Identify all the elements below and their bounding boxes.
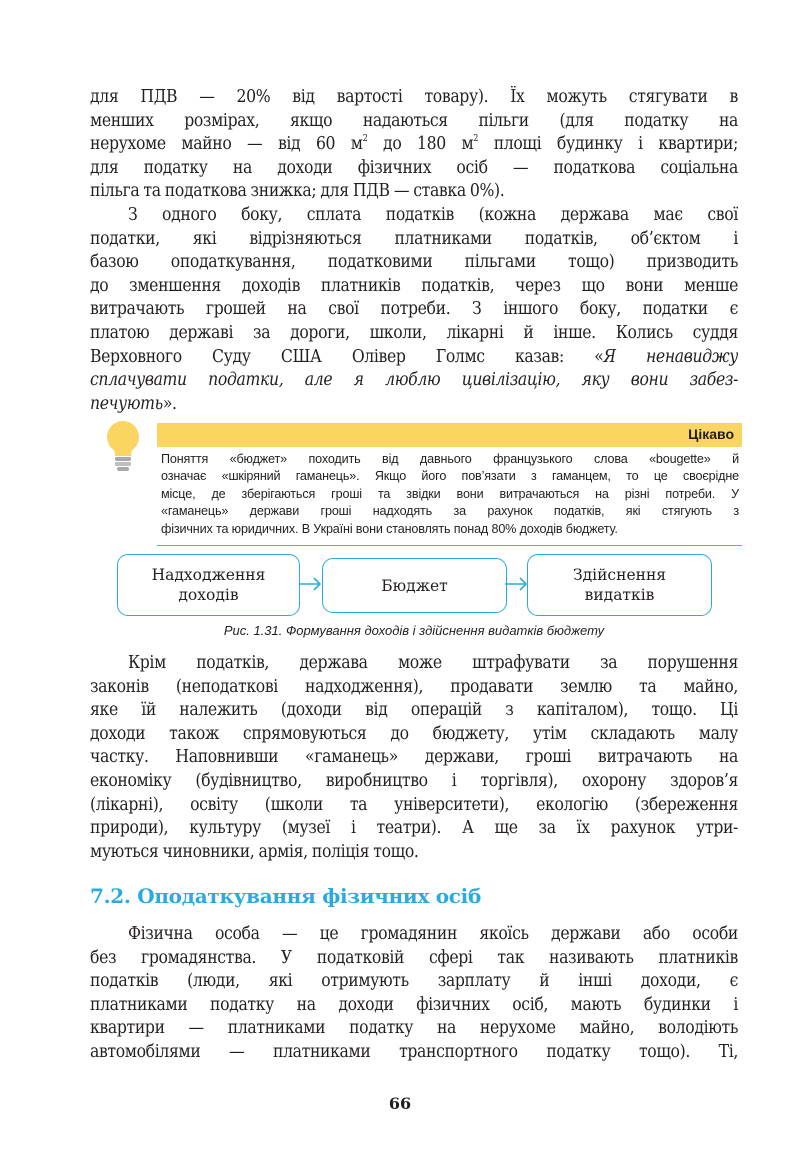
diagram-box-label: доходів [178, 586, 239, 604]
text-line: менших розмірах, якщо надаються пільги (для податку на [90, 110, 738, 131]
paragraph-non-tax-revenues [90, 652, 738, 864]
text-line: податки, які відрізняються платниками податків, об’єктом і [90, 228, 738, 249]
text-line [90, 346, 738, 370]
text-line: до зменшення доходів платників податків, через що вони менше [90, 275, 738, 296]
text-line: яке їй належить (доходи від операцій з капіталом), тощо. Ці [90, 700, 738, 721]
text-line: базою оподаткування, податковими пільгами тощо) призводить [90, 252, 738, 273]
text-fragment: нерухоме майно — від 60 м [90, 134, 363, 155]
text-line: для ПДВ — 20% від вартості товару). Їх можуть стягувати в [90, 87, 738, 107]
text-line [90, 393, 738, 417]
page-number: 66 [388, 1094, 412, 1113]
text-fragment: Верховного Суду США Олівер Голмс казав: « [90, 346, 604, 367]
text-line: природи), культуру (музеї і театри). А ще за їх рахунок утри- [90, 818, 738, 839]
paragraph-individuals [90, 923, 738, 1065]
text-line: (лікарні), освіту (школи та університети), екологію (збереження [90, 794, 738, 815]
text-fragment: ». [162, 393, 177, 414]
arrow-right-icon [299, 574, 323, 594]
superscript: 2 [362, 134, 368, 145]
text-fragment: до 180 м [367, 134, 474, 155]
callout-line: місце, де зберігаються гроші та звідки вони витрачаються на різні потреби. У [161, 486, 739, 501]
lightbulb-icon [105, 420, 145, 476]
text-line: З одного боку, сплата податків (кожна держава має свої [128, 205, 738, 225]
text-line: законів (неподаткові надходження), продавати землю та майно, [90, 676, 738, 697]
quote-line: сплачувати податки, але я люблю цивілізацію, яку вони забез- [90, 370, 738, 391]
text-line: доходи також спрямовуються до бюджету, утім складають малу [90, 723, 738, 744]
diagram-box-expenditures [527, 554, 712, 616]
text-line: Фізична особа — це громадянин якоїсь держави або особи [128, 924, 738, 944]
callout-text [161, 451, 739, 538]
arrow-right-icon [505, 574, 529, 594]
callout-header-bar [157, 423, 742, 447]
diagram-box-label: Бюджет [381, 576, 448, 595]
text-line: частку. Наповнивши «гаманець» держави, гроші витрачають на [90, 747, 738, 768]
text-line: пільга та податкова знижка; для ПДВ — ставка 0%). [90, 181, 505, 202]
text-line: платою державі за дороги, школи, лікарні й інше. Колись суддя [90, 322, 738, 343]
callout-divider [157, 545, 742, 546]
callout-title: Цікаво [688, 426, 734, 442]
text-line: без громадянства. У податковій сфері так називають платників [90, 947, 738, 968]
diagram-box-budget [322, 558, 507, 613]
callout-line: «гаманець» держави гроші надходять за рахунок податків, які стягують з [161, 504, 739, 519]
figure-caption: Рис. 1.31. Формування доходів і здійснення видатків бюджету [223, 623, 605, 638]
text-line: муються чиновники, армія, поліція тощо. [90, 841, 419, 862]
text-line: квартири — платниками податку на нерухоме майно, володіють [90, 1018, 738, 1039]
paragraph-taxes-pros-cons [90, 204, 738, 416]
text-line: економіку (будівництво, виробництво і торгівля), охорону здоров’я [90, 770, 738, 791]
text-line: для податку на доходи фізичних осіб — податкова соціальна [90, 157, 738, 178]
diagram-box-label: Надходження [151, 566, 266, 584]
text-line: платниками податку на доходи фізичних осіб, мають будинки і [90, 994, 738, 1015]
text-fragment: площі будинку і квартири; [478, 134, 738, 155]
text-line: податків (люди, які отримують зарплату й інші доходи, є [90, 971, 738, 992]
diagram-box-label: Здійснення [572, 566, 667, 584]
quote-fragment: печують [90, 393, 163, 414]
paragraph-tax-benefits [90, 86, 738, 204]
diagram-box-label: видатків [584, 586, 655, 604]
section-heading: 7.2. Оподаткування фізичних осіб [90, 884, 482, 908]
text-line: витрачають грошей на свої потреби. З іншого боку, податки є [90, 299, 738, 320]
text-line [90, 133, 738, 157]
callout-line: фізичних та юридичних. В Україні вони становлять понад 80% доходів бюджету. [161, 521, 618, 536]
text-line: автомобілями — платниками транспортного податку тощо). Ті, [90, 1041, 738, 1062]
diagram-box-revenues [117, 554, 300, 616]
text-line: Крім податків, держава може штрафувати за порушення [128, 653, 738, 673]
callout-line: означає «шкіряний гаманець». Якщо його пов’язати з гаманцем, то це своєрідне [161, 469, 739, 484]
superscript: 2 [473, 134, 479, 145]
callout-line: Поняття «бюджет» походить від давнього французького слова «bougette» й [161, 452, 739, 466]
quote-fragment: Я ненавиджу [603, 346, 738, 367]
interesting-fact-callout [105, 420, 740, 548]
